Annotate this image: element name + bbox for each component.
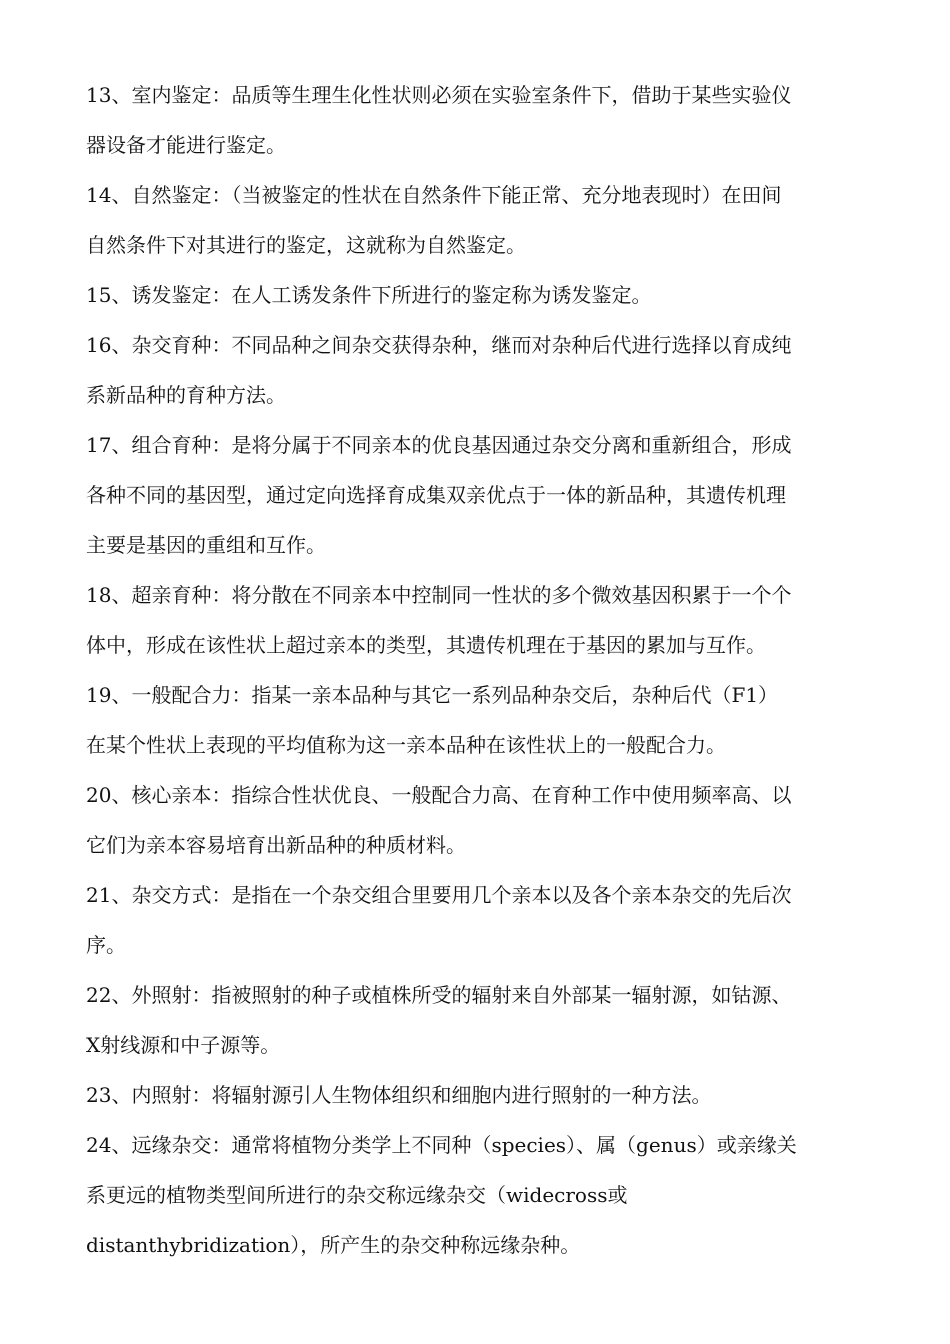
text-line-term-22-cont: X射线源和中子源等。 (86, 1033, 281, 1057)
text-line-term-21-cont: 序。 (86, 933, 126, 957)
text-line-term-24: 24、远缘杂交：通常将植物分类学上不同种（species）、属（genus）或亲缘关 (86, 1133, 797, 1157)
text-line-term-17-cont: 主要是基因的重组和互作。 (86, 533, 326, 557)
text-line-term-16: 16、杂交育种：不同品种之间杂交获得杂种，继而对杂种后代进行选择以育成纯 (86, 333, 792, 357)
text-line-term-18-cont: 体中，形成在该性状上超过亲本的类型，其遗传机理在于基因的累加与互作。 (86, 633, 766, 657)
text-line-term-13: 13、室内鉴定：品质等生理生化性状则必须在实验室条件下，借助于某些实验仪 (86, 83, 792, 107)
text-line-term-24-cont: distanthybridization），所产生的杂交种称远缘杂种。 (86, 1233, 581, 1257)
text-line-term-17-cont: 各种不同的基因型，通过定向选择育成集双亲优点于一体的新品种，其遗传机理 (86, 483, 786, 507)
text-line-term-21: 21、杂交方式：是指在一个杂交组合里要用几个亲本以及各个亲本杂交的先后次 (86, 883, 792, 907)
text-line-term-23: 23、内照射：将辐射源引人生物体组织和细胞内进行照射的一种方法。 (86, 1083, 712, 1107)
text-line-term-13-cont: 器设备才能进行鉴定。 (86, 133, 286, 157)
definition-list (86, 70, 870, 1274)
text-line-term-18: 18、超亲育种：将分散在不同亲本中控制同一性状的多个微效基因积累于一个个 (86, 583, 792, 607)
text-line-term-17: 17、组合育种：是将分属于不同亲本的优良基因通过杂交分离和重新组合，形成 (86, 433, 792, 457)
text-line-term-16-cont: 系新品种的育种方法。 (86, 383, 286, 407)
text-line-term-20: 20、核心亲本：指综合性状优良、一般配合力高、在育种工作中使用频率高、以 (86, 783, 792, 807)
text-line-term-19-cont: 在某个性状上表现的平均值称为这一亲本品种在该性状上的一般配合力。 (86, 733, 726, 757)
text-line-term-22: 22、外照射：指被照射的种子或植株所受的辐射来自外部某一辐射源，如钴源、 (86, 983, 792, 1007)
text-line-term-24-cont: 系更远的植物类型间所进行的杂交称远缘杂交（widecross或 (86, 1183, 628, 1207)
text-line-term-20-cont: 它们为亲本容易培育出新品种的种质材料。 (86, 833, 466, 857)
text-line-term-19: 19、一般配合力：指某一亲本品种与其它一系列品种杂交后，杂种后代（F1） (86, 683, 779, 707)
text-line-term-14-cont: 自然条件下对其进行的鉴定，这就称为自然鉴定。 (86, 233, 526, 257)
text-line-term-15: 15、诱发鉴定：在人工诱发条件下所进行的鉴定称为诱发鉴定。 (86, 283, 652, 307)
text-line-term-14: 14、自然鉴定：（当被鉴定的性状在自然条件下能正常、充分地表现时）在田间 (86, 183, 782, 207)
